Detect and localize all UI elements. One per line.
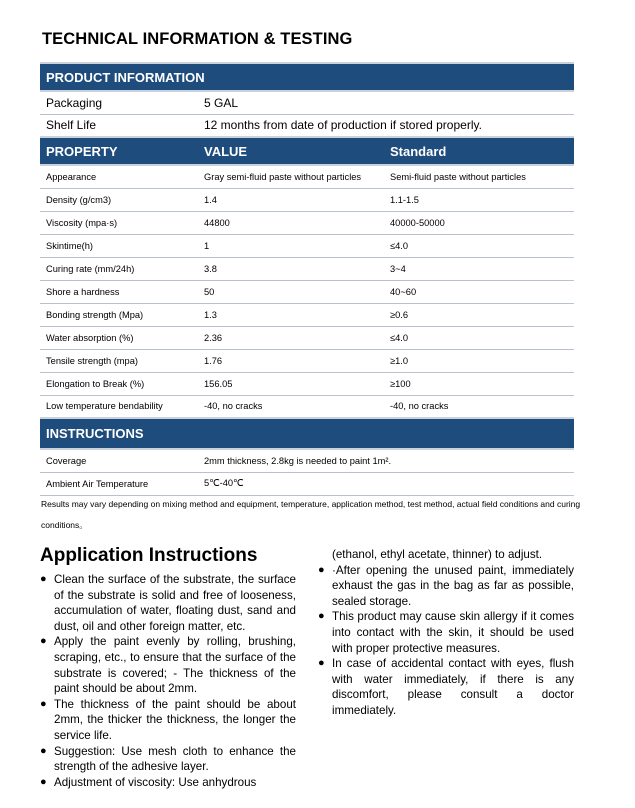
property-row (40, 395, 574, 418)
section-header-label: PRODUCT INFORMATION (40, 63, 574, 91)
bullet-text: In case of accidental contact with eyes, flush with water immediately, if there is any discomfort, please consult a doctor immediately. (332, 657, 574, 717)
bullet-icon: ● (40, 635, 47, 648)
property-name: Curing rate (mm/24h) (40, 257, 198, 280)
property-standard: 1.1-1.5 (384, 188, 574, 211)
instructions-left-column (40, 572, 296, 790)
results-footnote: Results may vary depending on mixing method and equipment, temperature, application method, test method, actual field conditions and curing conditions。 (41, 499, 581, 530)
property-standard: ≤4.0 (384, 234, 574, 257)
instruction-label: Ambient Air Temperature (40, 472, 198, 495)
property-row (40, 165, 574, 188)
value-header: VALUE (198, 137, 384, 165)
bullet-icon: ● (318, 563, 325, 576)
property-name: Density (g/cm3) (40, 188, 198, 211)
property-row (40, 257, 574, 280)
property-name: Elongation to Break (%) (40, 372, 198, 395)
property-value: 50 (198, 280, 384, 303)
instructions-header (40, 418, 574, 449)
property-name: Appearance (40, 165, 198, 188)
instruction-bullet (40, 744, 296, 775)
property-value: 1.4 (198, 188, 384, 211)
instruction-bullet (40, 697, 296, 744)
row-label: Packaging (40, 91, 198, 114)
property-table-header (40, 137, 574, 165)
instruction-bullet (318, 656, 574, 718)
bullet-text: ·After opening the unused paint, immediately exhaust the gas in the bag as far as possible, sealed storage. (332, 563, 574, 608)
bullet-icon: ● (318, 610, 325, 623)
property-standard: 40~60 (384, 280, 574, 303)
instruction-bullet (40, 775, 296, 791)
property-name: Low temperature bendability (40, 395, 198, 418)
bullet-text: Clean the surface of the substrate, the surface of the substrate is solid and free of looseness, accumulation of water, floating dust, sand and dust, oil and other foreign matter, etc. (54, 573, 296, 633)
property-name: Shore a hardness (40, 280, 198, 303)
property-value: -40, no cracks (198, 395, 384, 418)
bullet-icon: ● (40, 573, 47, 585)
application-instructions-title: Application Instructions (40, 545, 258, 566)
technical-table (40, 62, 574, 496)
instructions-right-column (318, 547, 574, 719)
row-value: 5 GAL (198, 91, 574, 114)
product-info-row (40, 91, 574, 114)
property-value: 3.8 (198, 257, 384, 280)
bullet-icon: ● (40, 744, 47, 757)
instruction-bullet (40, 572, 296, 634)
property-standard: ≥1.0 (384, 349, 574, 372)
property-value: 1.3 (198, 303, 384, 326)
instruction-bullet (40, 634, 296, 696)
property-row (40, 188, 574, 211)
bullet-text: Suggestion: Use mesh cloth to enhance the strength of the adhesive layer. (54, 744, 296, 774)
row-value: 12 months from date of production if stored properly. (198, 114, 574, 137)
property-value: 2.36 (198, 326, 384, 349)
property-value: 44800 (198, 211, 384, 234)
property-row (40, 349, 574, 372)
property-standard: ≥100 (384, 372, 574, 395)
property-value: 156.05 (198, 372, 384, 395)
instruction-row (40, 449, 574, 472)
property-value: Gray semi-fluid paste without particles (198, 165, 384, 188)
product-information-header (40, 63, 574, 91)
section-header-label: INSTRUCTIONS (40, 418, 574, 449)
bullet-icon: ● (40, 697, 47, 710)
property-row (40, 234, 574, 257)
property-row (40, 303, 574, 326)
property-name: Skintime(h) (40, 234, 198, 257)
product-info-row (40, 114, 574, 137)
property-row (40, 326, 574, 349)
page-title: TECHNICAL INFORMATION & TESTING (42, 30, 353, 48)
standard-header: Standard (384, 137, 574, 165)
continuation-text: (ethanol, ethyl acetate, thinner) to adjust. (332, 548, 543, 561)
instruction-label: Coverage (40, 449, 198, 472)
property-row (40, 280, 574, 303)
property-standard: ≤4.0 (384, 326, 574, 349)
instruction-bullet (318, 609, 574, 656)
property-name: Viscosity (mpa·s) (40, 211, 198, 234)
property-row (40, 372, 574, 395)
bullet-icon: ● (40, 775, 47, 788)
bullet-text: Apply the paint evenly by rolling, brushing, scraping, etc., to ensure that the surface of the substrate is covered; - The thickness of the paint should be about 2mm. (54, 635, 296, 696)
property-standard: ≥0.6 (384, 303, 574, 326)
row-label: Shelf Life (40, 114, 198, 137)
bullet-text: The thickness of the paint should be about 2mm, the thicker the thickness, the longer the service life. (54, 697, 296, 742)
property-name: Bonding strength (Mpa) (40, 303, 198, 326)
property-header: PROPERTY (40, 137, 198, 165)
property-row (40, 211, 574, 234)
property-value: 1.76 (198, 349, 384, 372)
property-standard: Semi-fluid paste without particles (384, 165, 574, 188)
property-standard: 40000-50000 (384, 211, 574, 234)
property-value: 1 (198, 234, 384, 257)
property-standard: -40, no cracks (384, 395, 574, 418)
bullet-icon: ● (318, 657, 325, 670)
property-name: Water absorption (%) (40, 326, 198, 349)
instruction-value: 5℃-40℃ (198, 472, 574, 495)
bullet-text: Adjustment of viscosity: Use anhydrous (54, 775, 257, 789)
instruction-value: 2mm thickness, 2.8kg is needed to paint 1m². (198, 449, 574, 472)
instruction-bullet (318, 563, 574, 610)
instruction-row (40, 472, 574, 495)
property-standard: 3~4 (384, 257, 574, 280)
bullet-text: This product may cause skin allergy if it comes into contact with the skin, it should be used with proper protective measures. (332, 610, 574, 655)
property-name: Tensile strength (mpa) (40, 349, 198, 372)
